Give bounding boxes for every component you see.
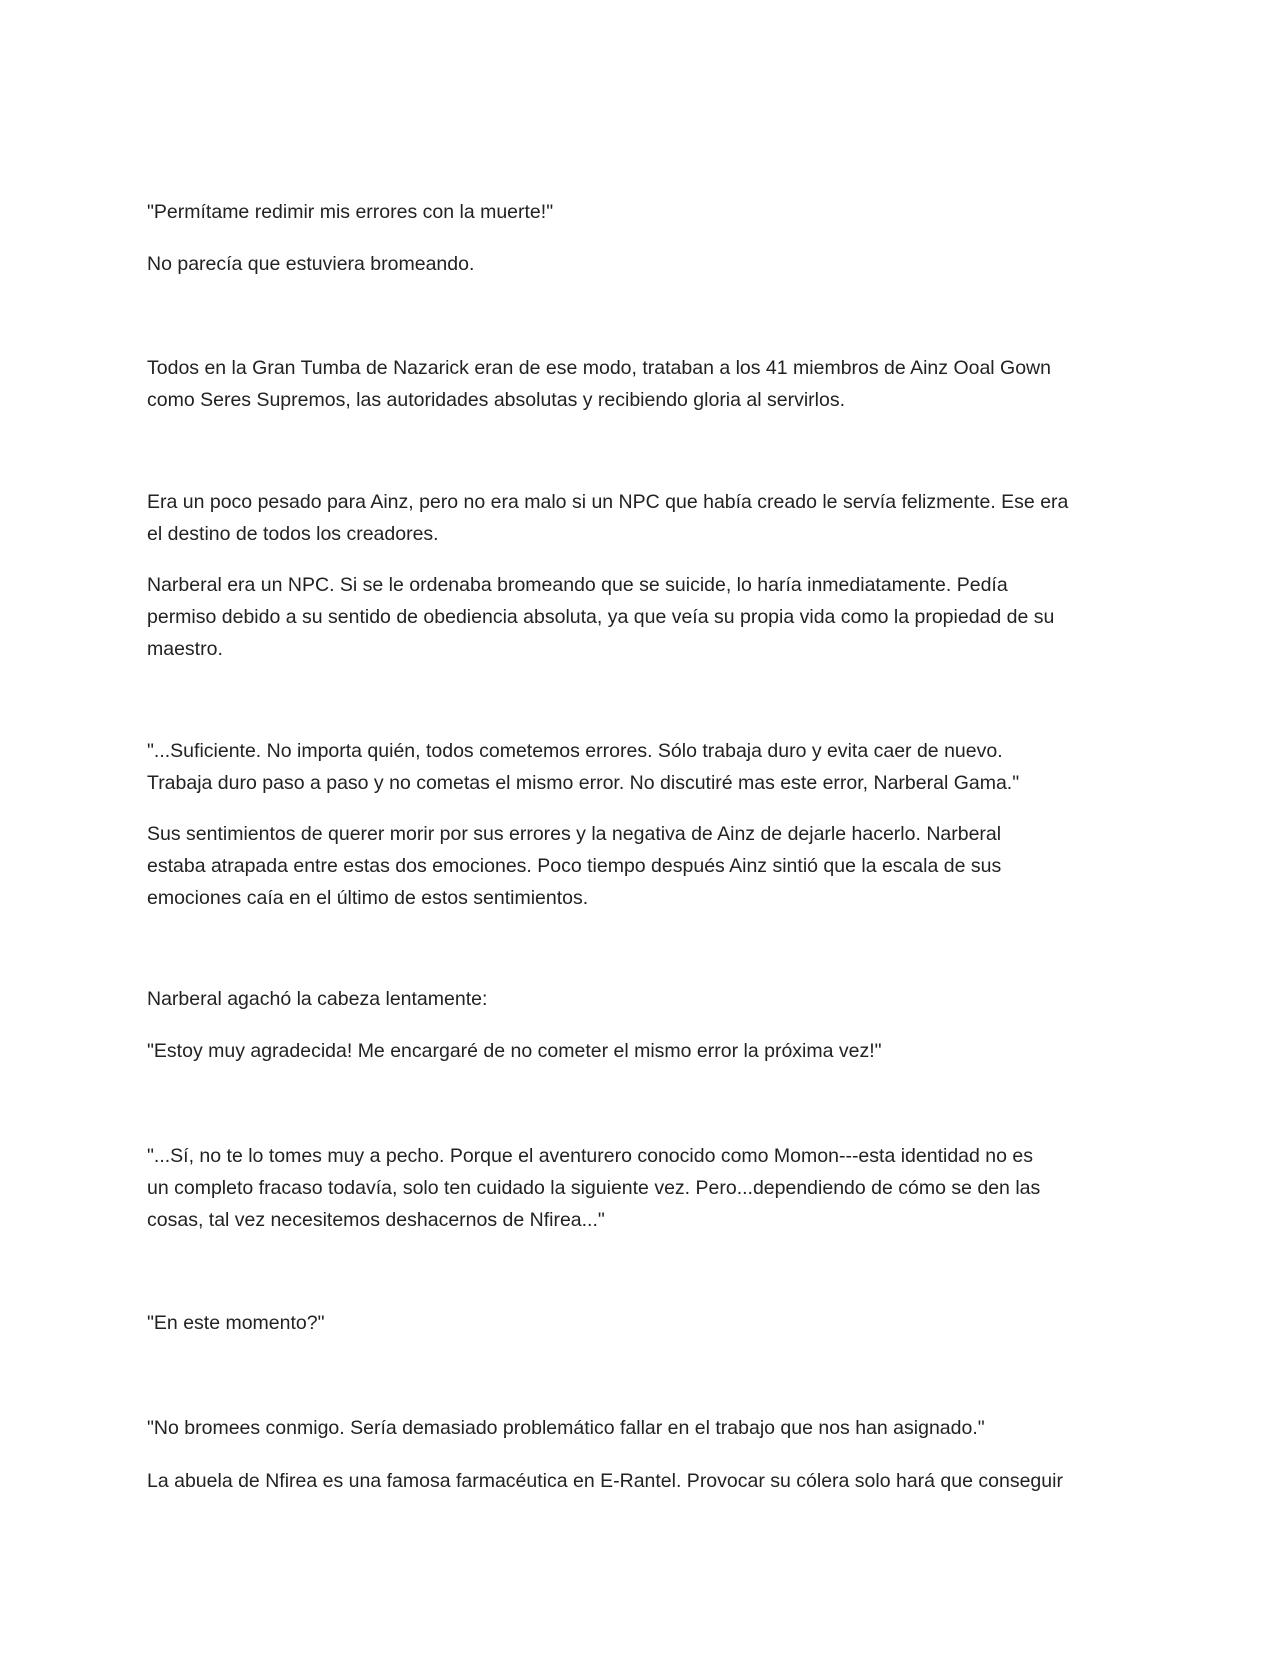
paragraph-12 bbox=[147, 1412, 1132, 1444]
text-line: cosas, tal vez necesitemos deshacernos de Nfirea..." bbox=[147, 1209, 605, 1231]
paragraph-2 bbox=[147, 248, 1132, 280]
text-line: La abuela de Nfirea es una famosa farmacéutica en E-Rantel. Provocar su cólera solo hará que conseguir bbox=[147, 1470, 1063, 1492]
paragraph-11 bbox=[147, 1307, 1132, 1339]
paragraph-8 bbox=[147, 983, 1132, 1015]
text-line: Todos en la Gran Tumba de Nazarick eran de ese modo, trataban a los 41 miembros de Ainz Ooal Gown bbox=[147, 357, 1051, 379]
text-line: estaba atrapada entre estas dos emociones. Poco tiempo después Ainz sintió que la escala de sus bbox=[147, 855, 1002, 877]
paragraph-3 bbox=[147, 352, 1132, 416]
paragraph-7 bbox=[147, 818, 1132, 914]
text-line: emociones caía en el último de estos sentimientos. bbox=[147, 887, 589, 909]
text-line: Sus sentimientos de querer morir por sus errores y la negativa de Ainz de dejarle hacerlo. Narberal bbox=[147, 823, 1002, 845]
text-line: maestro. bbox=[147, 638, 223, 660]
paragraph-6 bbox=[147, 735, 1132, 799]
paragraph-9 bbox=[147, 1035, 1132, 1067]
paragraph-4 bbox=[147, 486, 1132, 550]
text-line: un completo fracaso todavía, solo ten cuidado la siguiente vez. Pero...dependiendo de cómo se den las bbox=[147, 1177, 1041, 1199]
text-line: "...Suficiente. No importa quién, todos cometemos errores. Sólo trabaja duro y evita caer de nuevo. bbox=[147, 740, 1003, 762]
text-line: Trabaja duro paso a paso y no cometas el mismo error. No discutiré mas este error, Narberal Gama." bbox=[147, 772, 1020, 794]
paragraph-1 bbox=[147, 196, 1132, 228]
text-line: "Estoy muy agradecida! Me encargaré de no cometer el mismo error la próxima vez!" bbox=[147, 1040, 882, 1062]
text-line: "Permítame redimir mis errores con la muerte!" bbox=[147, 201, 554, 223]
paragraph-13 bbox=[147, 1465, 1132, 1497]
text-line: "...Sí, no te lo tomes muy a pecho. Porque el aventurero conocido como Momon---esta identidad no es bbox=[147, 1145, 1033, 1167]
paragraph-10 bbox=[147, 1140, 1132, 1236]
text-line: "No bromees conmigo. Sería demasiado problemático fallar en el trabajo que nos han asignado." bbox=[147, 1417, 985, 1439]
paragraph-5 bbox=[147, 569, 1132, 665]
text-line: Narberal era un NPC. Si se le ordenaba bromeando que se suicide, lo haría inmediatamente. Pedía bbox=[147, 574, 1008, 596]
text-line: el destino de todos los creadores. bbox=[147, 523, 439, 545]
text-line: como Seres Supremos, las autoridades absolutas y recibiendo gloria al servirlos. bbox=[147, 389, 846, 411]
text-line: permiso debido a su sentido de obediencia absoluta, ya que veía su propia vida como la propiedad de su bbox=[147, 606, 1055, 628]
text-line: Era un poco pesado para Ainz, pero no era malo si un NPC que había creado le servía felizmente. Ese era bbox=[147, 491, 1069, 513]
text-line: "En este momento?" bbox=[147, 1312, 325, 1334]
text-line: No parecía que estuviera bromeando. bbox=[147, 253, 475, 275]
text-line: Narberal agachó la cabeza lentamente: bbox=[147, 988, 488, 1010]
